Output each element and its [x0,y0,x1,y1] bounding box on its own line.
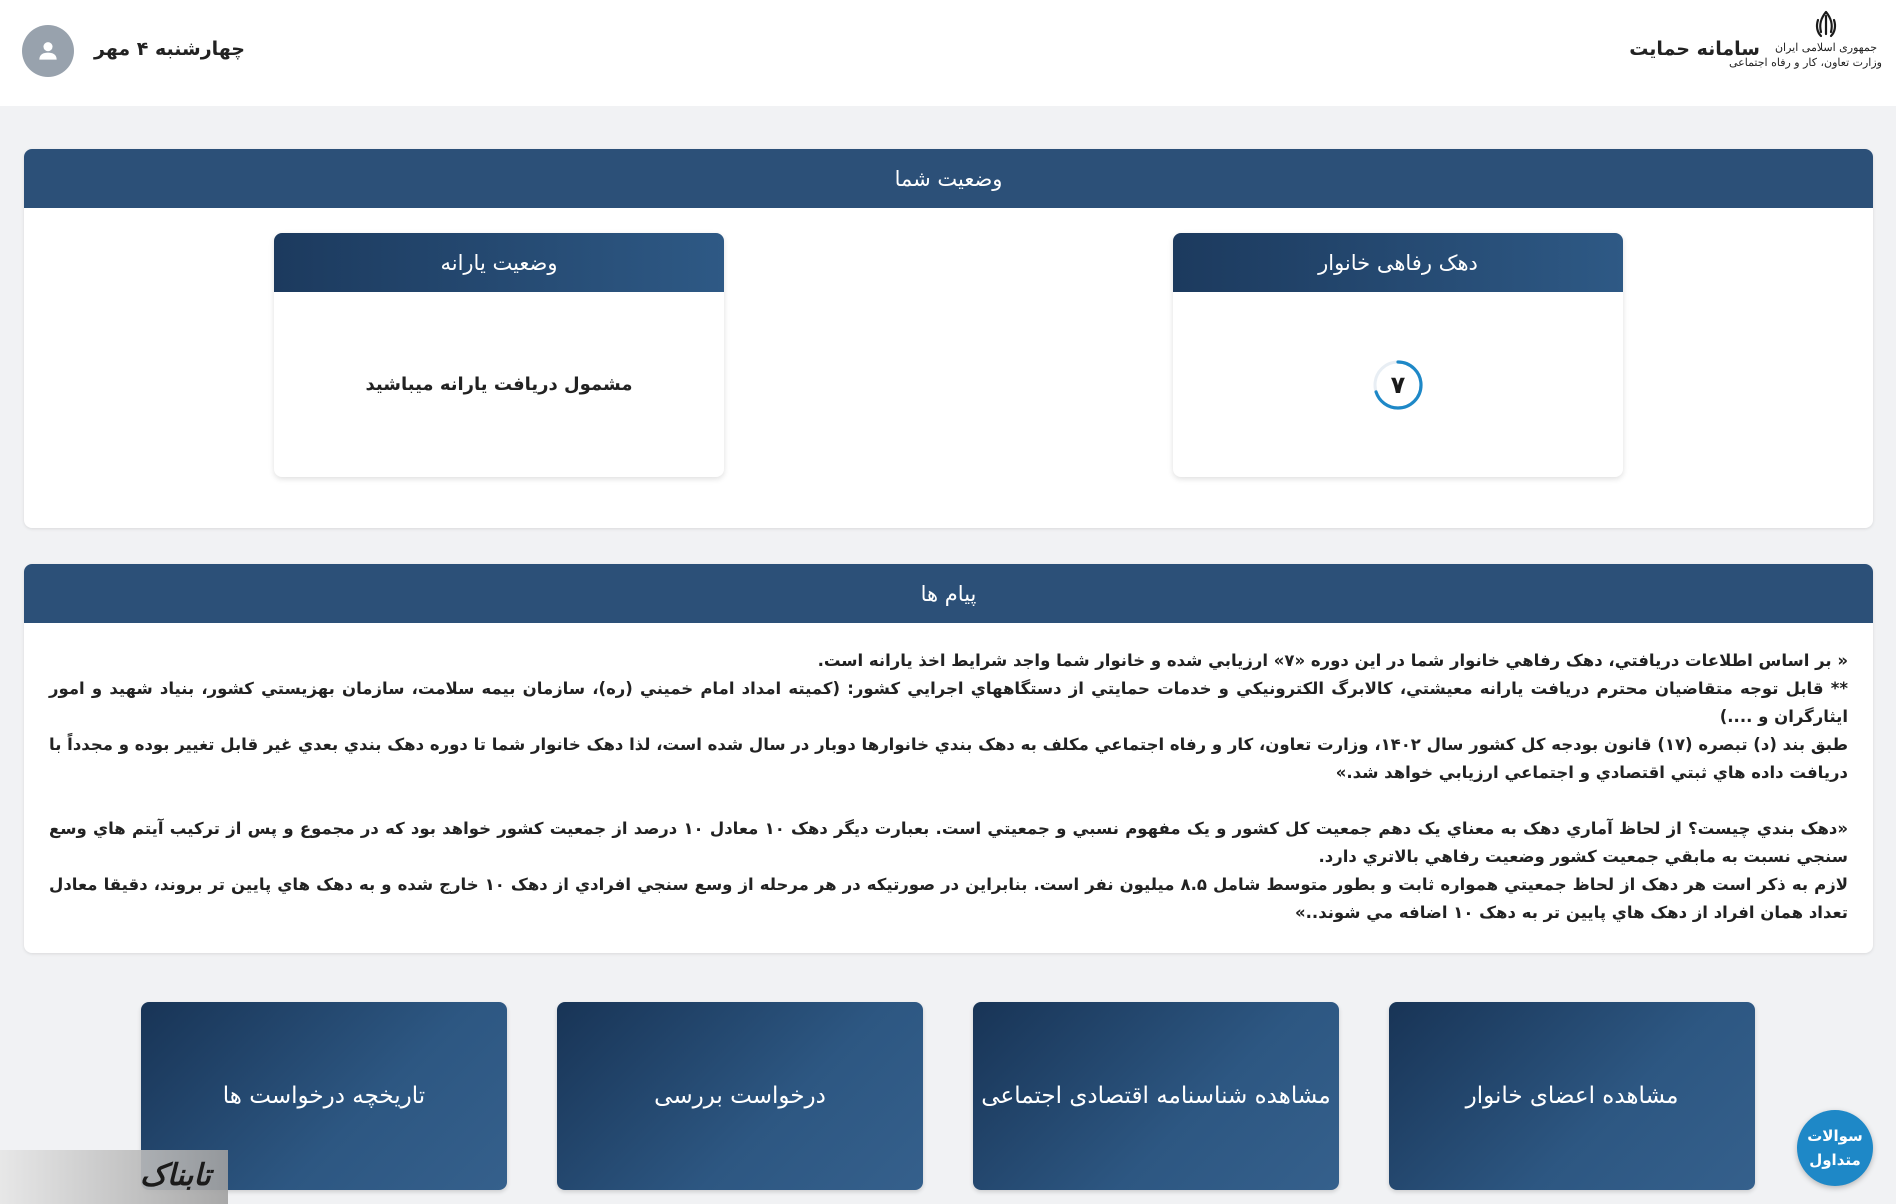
user-avatar[interactable] [22,25,74,77]
subsidy-card-body [274,292,724,477]
user-icon [35,38,61,64]
subsidy-card [274,233,724,477]
system-title: سامانه حمایت [1629,38,1760,60]
messages-panel [24,564,1873,953]
dahak-card-body [1173,292,1623,477]
dahak-gauge [1370,357,1426,413]
request-history-button[interactable]: تاریخچه درخواست ها [141,1002,507,1190]
subsidy-card-title: وضعیت یارانه [274,233,724,292]
message-paragraph: طبق بند (د) تبصره (۱۷) قانون بودجه کل کشور سال ۱۴۰۲، وزارت تعاون، کار و رفاه اجتماعي مکلف به دهک بندي خانوارها دوبار در سال شده است، لذا دهک خانوار شما تا دوره دهک بندي بعدي غير قابل تغيير بوده و مجدداً با دريافت داده هاي ثبتي اقتصادي و اجتماعي ارزيابي خواهد شد.» [49,735,1849,782]
dahak-card [1173,233,1623,477]
status-panel [24,149,1873,528]
ministry-logo [1728,10,1882,90]
emblem-icon [1809,10,1843,40]
view-family-members-button[interactable]: مشاهده اعضای خانوار [1389,1002,1755,1190]
top-header [0,0,1896,106]
subsidy-status-text: مشمول دریافت یارانه میباشید [365,374,633,395]
date-text: چهارشنبه ۴ مهر [94,38,246,60]
dahak-value: ۷ [1390,370,1406,399]
message-paragraph: لازم به ذکر است هر دهک از لحاظ جمعيتي همواره ثابت و بطور متوسط شامل ۸.۵ ميليون نفر است. بنابراين در صورتيکه در هر مرحله از وسع سنجي افرادي از دهک ۱۰ خارج شده و به دهک هاي پايين تر بروند، دقيقا معادل تعداد همان افراد از دهک هاي پايين تر به دهک ۱۰ اضافه مي شوند..» [49,875,1848,922]
message-paragraph: « بر اساس اطلاعات دريافتي، دهک رفاهي خانوار شما در اين دوره «۷» ارزيابي شده و خانوار شما واجد شرايط اخذ يارانه است. [817,651,1848,670]
message-paragraph: ** قابل توجه متقاضيان محترم دريافت يارانه معيشتي، كالابرگ الكترونيكي و خدمات حمايتي از دستگاههاي اجرايي كشور: (کميته امداد امام خميني (ره)، سازمان بيمه سلامت، سازمان بهزيستي کشور، بنياد شهيد و امور ايثارگران و ....) [49,679,1848,726]
watermark-logo: تابناک [140,1158,211,1193]
faq-label-line1: سوالات [1807,1127,1863,1145]
message-paragraph: «دهک بندي چيست؟ از لحاظ آماري دهک به معناي يک دهم جمعيت کل کشور و يک مفهوم نسبي و جمعيتي است. بعبارت ديگر دهک ۱۰ معادل ۱۰ درصد از جمعيت کشور خواهد بود که در مجموع و پس از ترکيب آيتم هاي وسع سنجي نسبت به مابقي جمعيت کشور وضعيت رفاهي بالاتري دارد. [49,819,1849,866]
logo-line-2: وزارت تعاون، کار و رفاه اجتماعی [1728,56,1882,69]
dahak-card-title: دهک رفاهی خانوار [1173,233,1623,292]
faq-label-line2: متداول [1809,1151,1861,1169]
logo-line-1: جمهوری اسلامی ایران [1774,41,1878,54]
view-economic-profile-button[interactable]: مشاهده شناسنامه اقتصادی اجتماعی [973,1002,1339,1190]
watermark [0,1150,228,1204]
faq-button[interactable] [1797,1110,1873,1186]
review-request-button[interactable]: درخواست بررسی [557,1002,923,1190]
status-panel-title: وضعیت شما [24,149,1873,208]
messages-body [24,623,1873,927]
message-spacer [49,787,1848,815]
messages-panel-title: پیام ها [24,564,1873,623]
